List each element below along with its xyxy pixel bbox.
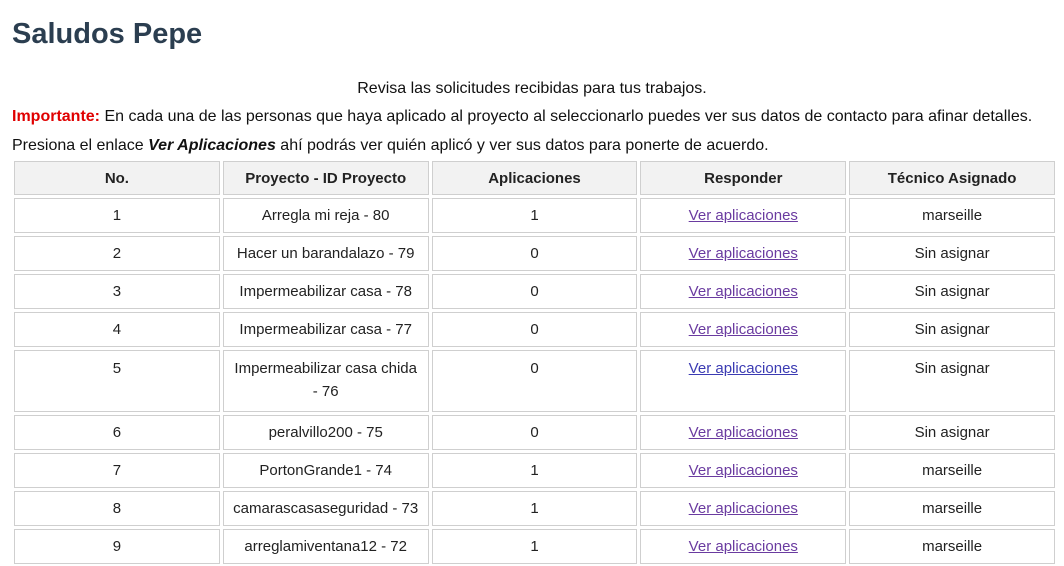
instructions-text xyxy=(12,136,769,156)
cell-technician: marseille xyxy=(849,529,1055,564)
cell-respond xyxy=(640,529,846,564)
cell-no: 3 xyxy=(14,274,220,309)
cell-project: Impermeabilizar casa - 77 xyxy=(223,312,429,347)
table-row xyxy=(14,312,1055,347)
view-applications-link[interactable]: Ver aplicaciones xyxy=(688,360,798,377)
cell-no: 8 xyxy=(14,491,220,526)
cell-respond xyxy=(640,274,846,309)
table-header-row xyxy=(14,161,1055,195)
view-applications-link[interactable]: Ver aplicaciones xyxy=(688,462,798,479)
view-applications-link[interactable]: Ver aplicaciones xyxy=(688,500,798,517)
instructions-emphasis: Ver Aplicaciones xyxy=(148,137,276,154)
view-applications-link[interactable]: Ver aplicaciones xyxy=(688,283,798,300)
view-applications-link[interactable]: Ver aplicaciones xyxy=(688,245,798,262)
column-header-applications: Aplicaciones xyxy=(432,161,638,195)
intro-text: Revisa las solicitudes recibidas para tus trabajos. xyxy=(357,80,707,97)
cell-technician: marseille xyxy=(849,491,1055,526)
important-text: En cada una de las personas que haya aplicado al proyecto al seleccionarlo puedes ver sus datos de contacto para afinar detalles. xyxy=(100,108,1033,125)
cell-project: Impermeabilizar casa - 78 xyxy=(223,274,429,309)
table-row xyxy=(14,529,1055,564)
column-header-technician: Técnico Asignado xyxy=(849,161,1055,195)
cell-applications: 1 xyxy=(432,529,638,564)
cell-applications: 0 xyxy=(432,350,638,412)
cell-technician: Sin asignar xyxy=(849,274,1055,309)
cell-project: Impermeabilizar casa chida - 76 xyxy=(223,350,429,412)
table-row xyxy=(14,274,1055,309)
table-row xyxy=(14,198,1055,233)
cell-project: arreglamiventana12 - 72 xyxy=(223,529,429,564)
cell-project: Hacer un barandalazo - 79 xyxy=(223,236,429,271)
cell-no: 5 xyxy=(14,350,220,412)
cell-technician: Sin asignar xyxy=(849,236,1055,271)
cell-technician: Sin asignar xyxy=(849,312,1055,347)
cell-technician: Sin asignar xyxy=(849,415,1055,450)
cell-respond xyxy=(640,312,846,347)
important-notice xyxy=(12,107,1032,127)
cell-respond xyxy=(640,236,846,271)
important-label: Importante: xyxy=(12,108,100,125)
table-row xyxy=(14,453,1055,488)
view-applications-link[interactable]: Ver aplicaciones xyxy=(688,424,798,441)
cell-applications: 1 xyxy=(432,453,638,488)
table-row xyxy=(14,236,1055,271)
cell-no: 6 xyxy=(14,415,220,450)
column-header-project: Proyecto - ID Proyecto xyxy=(223,161,429,195)
instructions-suffix: ahí podrás ver quién aplicó y ver sus datos para ponerte de acuerdo. xyxy=(275,137,769,154)
cell-respond xyxy=(640,491,846,526)
column-header-no: No. xyxy=(14,161,220,195)
view-applications-link[interactable]: Ver aplicaciones xyxy=(688,538,798,555)
table-row xyxy=(14,415,1055,450)
cell-no: 1 xyxy=(14,198,220,233)
cell-applications: 1 xyxy=(432,491,638,526)
cell-respond xyxy=(640,415,846,450)
cell-technician: marseille xyxy=(849,198,1055,233)
table-row xyxy=(14,491,1055,526)
cell-project: camarascasaseguridad - 73 xyxy=(223,491,429,526)
cell-no: 2 xyxy=(14,236,220,271)
cell-respond xyxy=(640,350,846,412)
cell-project: PortonGrande1 - 74 xyxy=(223,453,429,488)
instructions-prefix: Presiona el enlace xyxy=(12,137,149,154)
cell-applications: 0 xyxy=(432,274,638,309)
cell-technician: Sin asignar xyxy=(849,350,1055,412)
cell-respond xyxy=(640,198,846,233)
table-row xyxy=(14,350,1055,412)
cell-project: peralvillo200 - 75 xyxy=(223,415,429,450)
cell-applications: 0 xyxy=(432,236,638,271)
cell-no: 4 xyxy=(14,312,220,347)
cell-no: 9 xyxy=(14,529,220,564)
cell-applications: 0 xyxy=(432,312,638,347)
column-header-respond: Responder xyxy=(640,161,846,195)
view-applications-link[interactable]: Ver aplicaciones xyxy=(688,207,798,224)
cell-applications: 1 xyxy=(432,198,638,233)
cell-respond xyxy=(640,453,846,488)
cell-project: Arregla mi reja - 80 xyxy=(223,198,429,233)
cell-technician: marseille xyxy=(849,453,1055,488)
applications-table xyxy=(11,158,1058,566)
page-title: Saludos Pepe xyxy=(12,18,203,50)
cell-applications: 0 xyxy=(432,415,638,450)
cell-no: 7 xyxy=(14,453,220,488)
view-applications-link[interactable]: Ver aplicaciones xyxy=(688,321,798,338)
